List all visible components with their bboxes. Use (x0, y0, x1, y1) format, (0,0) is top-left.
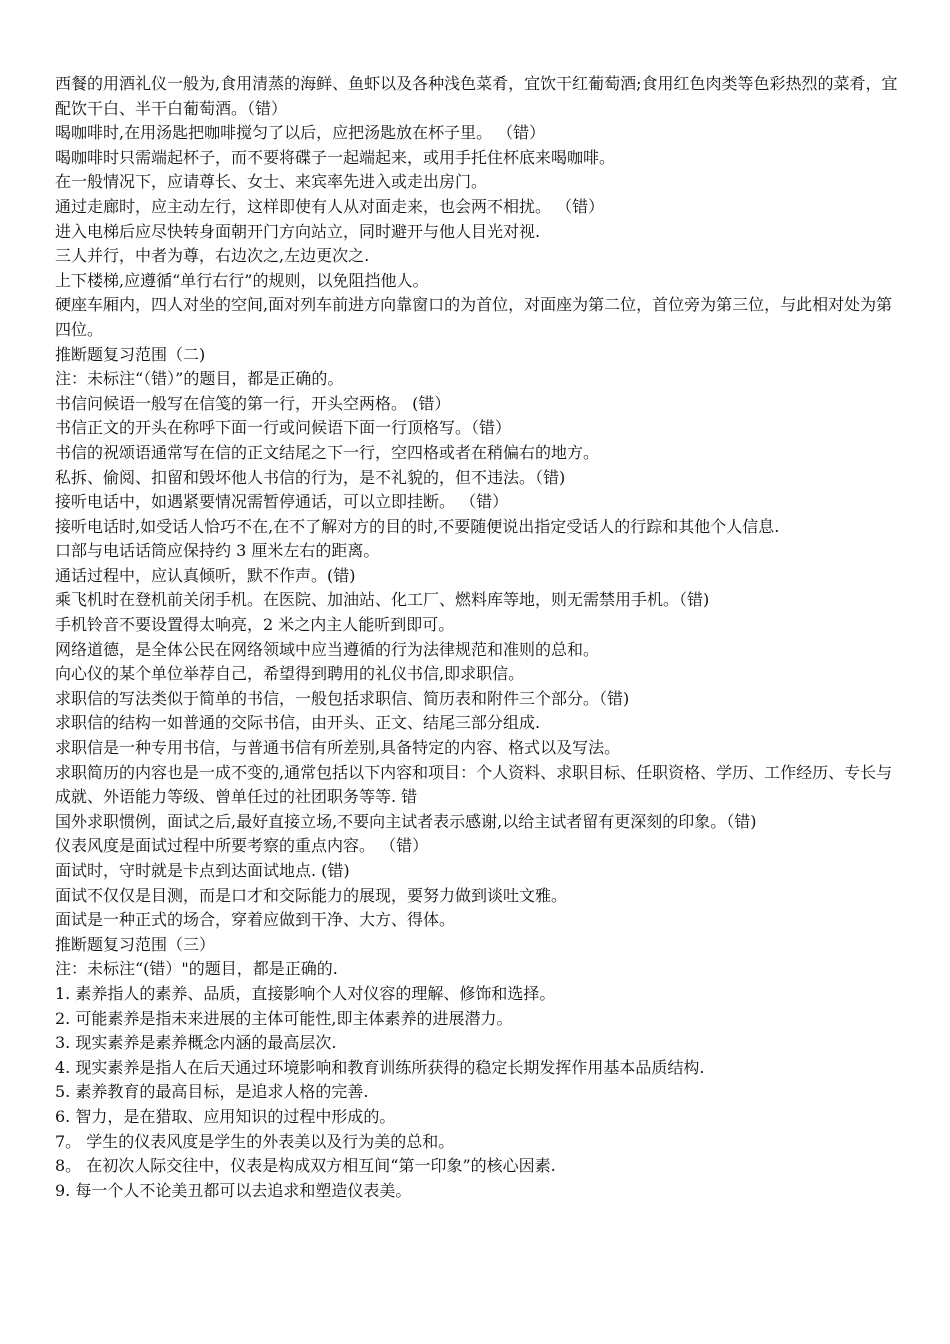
numbered-item: 8。 在初次人际交往中，仪表是构成双方相互间“第一印象”的核心因素. (55, 1156, 556, 1176)
text-line: 面试不仅仅是目测，而是口才和交际能力的展现，要努力做到谈吐文雅。 (55, 885, 568, 905)
text-line: 西餐的用酒礼仪一般为,食用清蒸的海鲜、鱼虾以及各种浅色菜肴，宜饮干红葡萄酒;食用红色肉类等色彩热烈的菜肴，宜配饮干白、半干白葡萄酒。（错） (55, 74, 898, 118)
numbered-item: 6. 智力，是在猎取、应用知识的过程中形成的。 (55, 1106, 396, 1126)
text-line: 求职信的写法类似于简单的书信，一般包括求职信、简历表和附件三个部分。（错) (55, 688, 630, 708)
text-line: 面试是一种正式的场合，穿着应做到干净、大方、得体。 (55, 910, 456, 930)
section-heading: 推断题复习范围（二) (55, 344, 206, 364)
section-note: 注：未标注“（错）”的题目，都是正确的。 (55, 369, 344, 389)
numbered-item: 2. 可能素养是指未来进展的主体可能性,即主体素养的进展潜力。 (55, 1008, 513, 1028)
text-line: 接听电话时,如受话人恰巧不在,在不了解对方的目的时,不要随便说出指定受话人的行踪和其他个人信息. (55, 516, 780, 536)
text-line: 三人并行，中者为尊，右边次之,左边更次之. (55, 246, 370, 266)
text-line: 国外求职惯例，面试之后,最好直接立场,不要向主试者表示感谢,以给主试者留有更深刻的印象。（错) (55, 811, 757, 831)
text-line: 求职简历的内容也是一成不变的,通常包括以下内容和项目：个人资料、求职目标、任职资格、学历、工作经历、专长与成就、外语能力等级、曾单任过的社团职务等等. 错 (55, 762, 893, 807)
numbered-item: 9. 每一个人不论美丑都可以去追求和塑造仪表美。 (55, 1180, 412, 1200)
text-line: 仪表风度是面试过程中所要考察的重点内容。 （错） (55, 836, 429, 856)
text-line: 手机铃音不要设置得太响亮，2 米之内主人能听到即可。 (55, 615, 455, 635)
text-line: 通话过程中，应认真倾听，默不作声。(错) (55, 565, 356, 585)
text-line: 乘飞机时在登机前关闭手机。在医院、加油站、化工厂、燃料库等地，则无需禁用手机。（错) (55, 590, 710, 610)
text-line: 接听电话中，如遇紧要情况需暂停通话，可以立即挂断。 （错） (55, 492, 509, 512)
numbered-item: 4. 现实素养是指人在后天通过环境影响和教育训练所获得的稳定长期发挥作用基本品质结构. (55, 1057, 705, 1077)
text-line: 私拆、偷阅、扣留和毁坏他人书信的行为，是不礼貌的，但不违法。（错) (55, 467, 566, 487)
text-line: 网络道德，是全体公民在网络领域中应当遵循的行为法律规范和准则的总和。 (55, 639, 600, 659)
numbered-item: 1. 素养指人的素养、品质，直接影响个人对仪容的理解、修饰和选择。 (55, 983, 556, 1003)
document-body (55, 72, 905, 1203)
text-line: 书信问候语一般写在信笺的第一行，开头空两格。 (错） (55, 393, 451, 413)
text-line: 通过走廊时，应主动左行，这样即使有人从对面走来，也会两不相扰。 （错） (55, 196, 605, 216)
text-line: 上下楼梯,应遵循“单行右行”的规则，以免阻挡他人。 (55, 270, 429, 290)
numbered-item: 3. 现实素养是素养概念内涵的最高层次. (55, 1033, 337, 1053)
numbered-item: 7。 学生的仪表风度是学生的外表美以及行为美的总和。 (55, 1131, 455, 1151)
text-line: 进入电梯后应尽快转身面朝开门方向站立，同时避开与他人目光对视. (55, 221, 541, 241)
section-heading: 推断题复习范围（三） (55, 934, 216, 954)
text-line: 口部与电话话筒应保持约 3 厘米左右的距离。 (55, 541, 380, 561)
numbered-item: 5. 素养教育的最高目标，是追求人格的完善. (55, 1082, 369, 1102)
text-line: 向心仪的某个单位举荐自己，希望得到聘用的礼仪书信,即求职信。 (55, 664, 525, 684)
text-line: 在一般情况下，应请尊长、女士、来宾率先进入或走出房门。 (55, 172, 488, 192)
text-line: 喝咖啡时,在用汤匙把咖啡搅匀了以后，应把汤匙放在杯子里。 （错） (55, 123, 546, 143)
text-line: 喝咖啡时只需端起杯子，而不要将碟子一起端起来，或用手托住杯底来喝咖啡。 (55, 147, 616, 167)
text-line: 面试时，守时就是卡点到达面试地点. (错) (55, 861, 350, 880)
text-line: 书信的祝颂语通常写在信的正文结尾之下一行，空四格或者在稍偏右的地方。 (55, 442, 600, 462)
text-line: 求职信是一种专用书信，与普通书信有所差别,具备特定的内容、格式以及写法。 (55, 738, 621, 758)
text-line: 书信正文的开头在称呼下面一行或问候语下面一行顶格写。（错） (55, 418, 512, 438)
text-line: 硬座车厢内，四人对坐的空间,面对列车前进方向靠窗口的为首位，对面座为第二位，首位旁为第三位，与此相对处为第四位。 (55, 295, 893, 339)
section-note: 注：未标注“(错）"的题目，都是正确的. (55, 959, 338, 979)
text-line: 求职信的结构一如普通的交际书信，由开头、正文、结尾三部分组成. (55, 713, 541, 733)
